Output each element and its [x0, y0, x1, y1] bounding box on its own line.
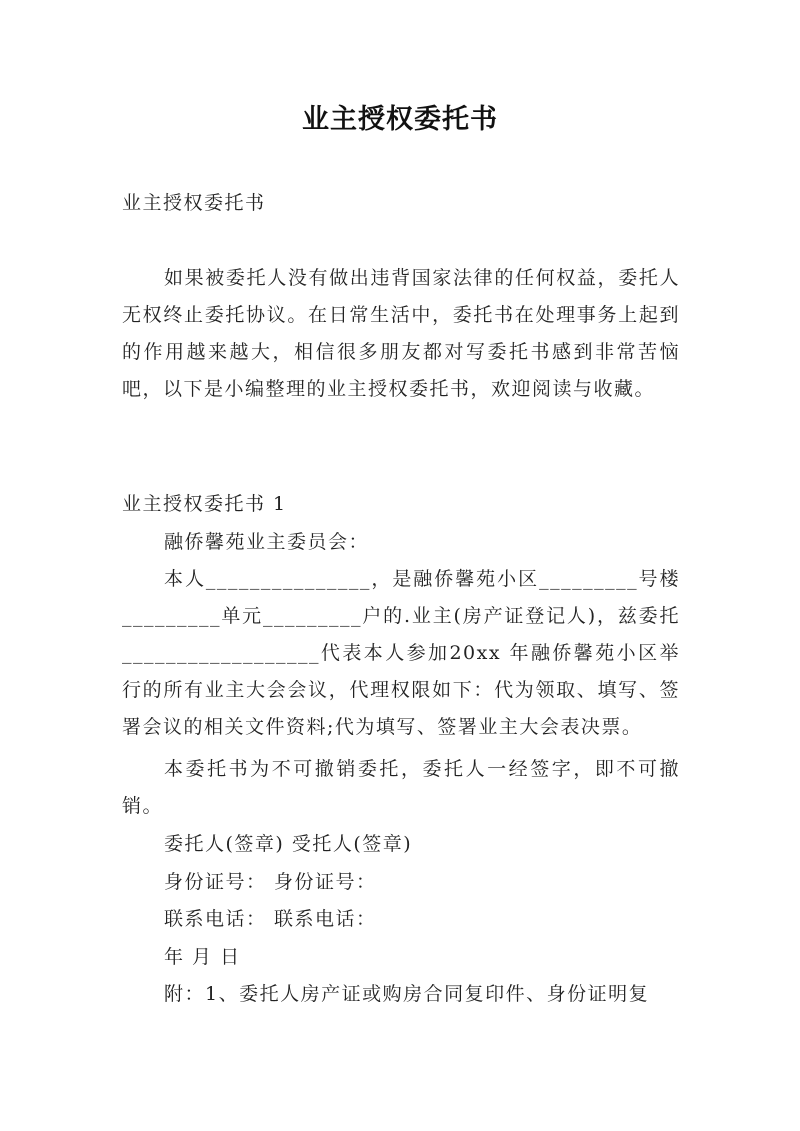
main-paragraph: 本人_______________，是融侨馨苑小区_________号楼_________单元_________户的.业主(房产证登记人)，兹委托__________________代表本人参加20xx 年融侨馨苑小区举行的所有业主大会会议，代理权限如下：代为领取、填写、签署会议的相关文件资料;代为填写、签署业主大会表决票。 [122, 568, 680, 738]
irrevocable-paragraph: 本委托书为不可撤销委托，委托人一经签字，即不可撤销。 [122, 758, 680, 817]
phone-line: 联系电话： 联系电话： [164, 908, 377, 930]
signature-line: 委托人(签章) 受托人(签章) [164, 833, 413, 855]
attachment-line: 附：1、委托人房产证或购房合同复印件、身份证明复 [164, 983, 650, 1005]
intro-paragraph: 如果被委托人没有做出违背国家法律的任何权益，委托人无权终止委托协议。在日常生活中，委托书在处理事务上起到的作用越来越大，相信很多朋友都对写委托书感到非常苦恼吧，以下是小编整理的业主授权委托书，欢迎阅读与收藏。 [122, 267, 680, 400]
salutation: 融侨馨苑业主委员会： [164, 531, 370, 553]
document-title: 业主授权委托书 [302, 104, 498, 135]
id-number-line: 身份证号： 身份证号： [164, 871, 377, 893]
document-subtitle: 业主授权委托书 [122, 192, 266, 214]
section-heading: 业主授权委托书 1 [122, 493, 287, 515]
date-line: 年 月 日 [164, 946, 241, 968]
